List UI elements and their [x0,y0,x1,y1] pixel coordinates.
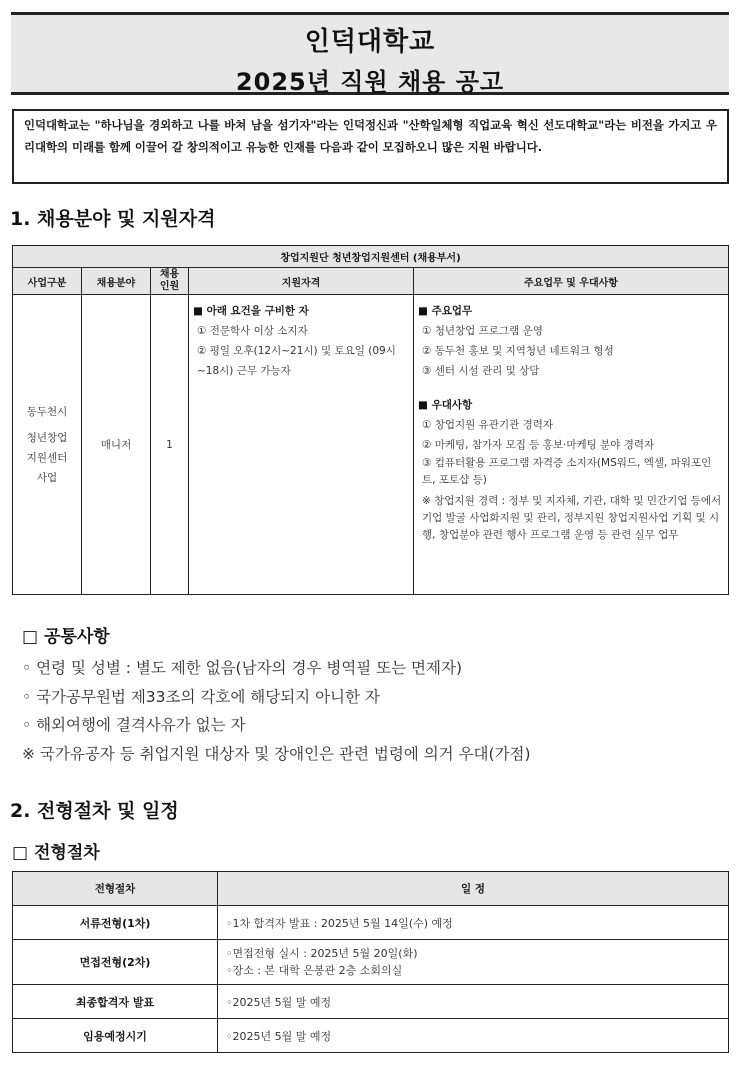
pref-item: ③ 컴퓨터활용 프로그램 자격증 소지자(MS워드, 엑셀, 파워포인트, 포토샵 등) [422,457,712,486]
duty-item: ② 동두천 홍보 및 지역청년 네트워크 형성 [422,345,614,357]
col-qualification: 지원자격 [189,268,414,295]
process-value: ◦2025년 5월 말 예정 [218,1019,729,1053]
table-row [13,985,729,1019]
announcement-title: 2025년 직원 채용 공고 [235,68,505,96]
pref-item: ② 마케팅, 참가자 모집 등 홍보·마케팅 분야 경력자 [422,439,655,451]
process-value-line: ◦장소 : 본 대학 은봉관 2층 소회의실 [226,964,403,977]
common-list [22,654,531,768]
dept-header: 창업지원단 청년창업지원센터 (채용부서) [13,246,729,268]
business-cell [13,295,82,595]
duty-item: ① 청년창업 프로그램 운영 [422,325,543,337]
table-row [13,1019,729,1053]
duty-item: ③ 센터 시설 관리 및 상담 [422,365,540,377]
process-value: ◦1차 합격자 발표 : 2025년 5월 14일(수) 예정 [218,906,729,940]
field-cell: 매니저 [82,295,151,595]
process-label: 최종합격자 발표 [13,985,218,1019]
process-value: ◦2025년 5월 말 예정 [218,985,729,1019]
col-duties: 주요업무 및 우대사항 [414,268,729,295]
common-item: ◦ 국가공무원법 제33조의 각호에 해당되지 아니한 자 [22,687,380,706]
col-business: 사업구분 [13,268,82,295]
table-row [13,906,729,940]
process-label: 서류전형(1차) [13,906,218,940]
process-label: 임용예정시기 [13,1019,218,1053]
duties-cell [414,295,729,595]
process-value-line: ◦면접전형 실시 : 2025년 5월 20일(화) [226,947,418,960]
table-row [13,940,729,985]
count-cell: 1 [151,295,189,595]
section1-title: 1. 채용분야 및 지원자격 [10,208,216,230]
qualification-head: ■ 아래 요건을 구비한 자 [193,305,309,317]
business-line: 지원센터 [26,451,68,464]
col-field: 채용분야 [82,268,151,295]
qualification-item: ① 전문학사 이상 소지자 [197,325,308,337]
prefs-head: ■ 우대사항 [418,399,473,411]
intro-box: 인덕대학교는 "하나님을 경외하고 나를 바쳐 남을 섬기자"라는 인덕정신과 "산학일체형 직업교육 혁신 선도대학교"라는 비전을 가지고 우리대학의 미래를 함께 이끌어 갈 창의적이고 유능한 인재를 다음과 같이 모집하오니 많은 지원 바랍니다. [12,109,729,184]
duties-head: ■ 주요업무 [418,305,473,317]
process-label: 면접전형(2차) [13,940,218,985]
col-schedule: 일 정 [218,872,729,906]
common-item: ◦ 연령 및 성별 : 별도 제한 없음(남자의 경우 병역필 또는 면제자) [22,659,463,677]
career-note: ※ 창업지원 경력 : 정부 및 지자체, 기관, 대학 및 민간기업 등에서 기업 발굴 사업화지원 및 관리, 정부지원 창업지원사업 기획 및 시행, 창업분야 관련 행사 프로그램 운영 등 관련 실무 업무 [422,495,722,541]
recruit-table [12,245,729,595]
process-subtitle: □ 전형절차 [12,843,100,863]
common-item: ◦ 해외여행에 결격사유가 없는 자 [22,716,246,734]
qualification-cell [189,295,414,595]
section2-title: 2. 전형절차 및 일정 [10,800,179,822]
process-value [218,940,729,985]
col-process: 전형절차 [13,872,218,906]
qualification-item: ② 평일 오후(12시~21시) 및 토요일 (09시~18시) 근무 가능자 [197,345,396,377]
process-table [12,871,729,1053]
business-line: 청년창업 [26,431,68,444]
business-line: 동두천시 [26,405,68,418]
common-item: ※ 국가유공자 등 취업지원 대상자 및 장애인은 관련 법령에 의거 우대(가점) [22,744,531,763]
university-name: 인덕대학교 [304,27,436,57]
business-line: 사업 [36,471,58,484]
title-box [11,12,729,95]
common-title: □ 공통사항 [22,627,110,647]
pref-item: ① 창업지원 유관기관 경력자 [422,419,553,431]
col-count: 채용 인원 [151,268,189,295]
